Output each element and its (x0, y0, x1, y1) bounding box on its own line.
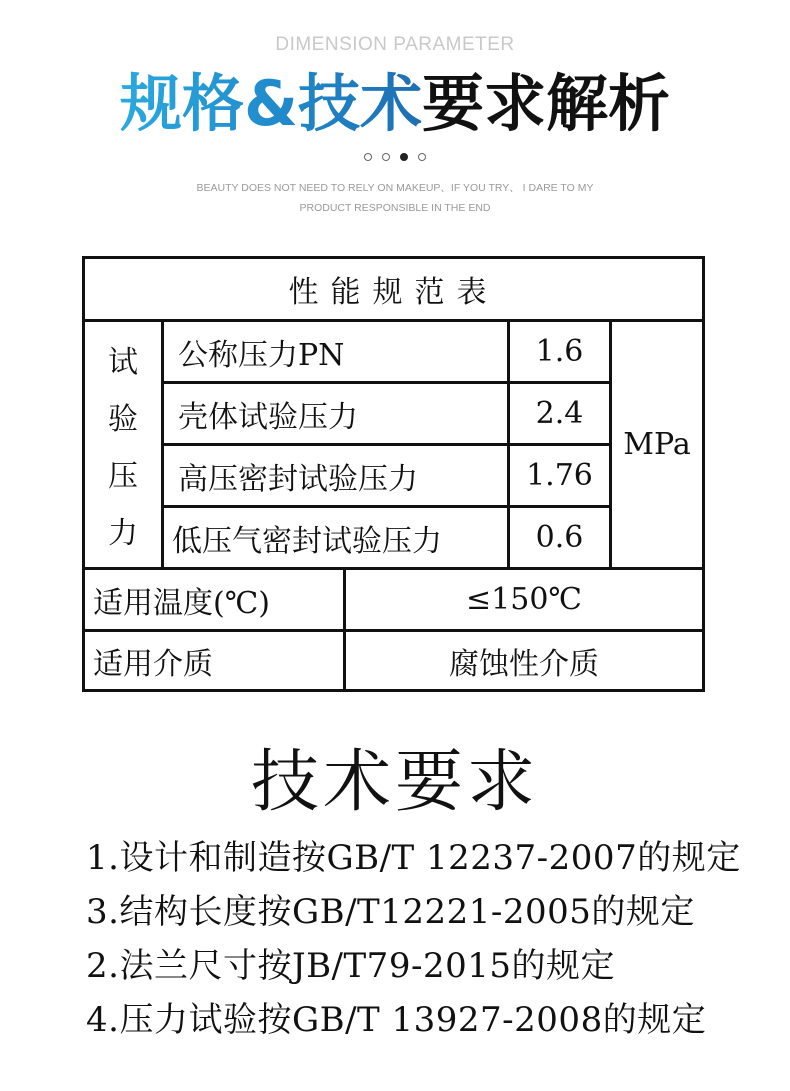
group-label-char: 力 (108, 516, 138, 552)
temperature-value: ≤150℃ (466, 582, 582, 617)
group-label-char: 压 (108, 459, 138, 495)
requirement-item: 1.设计和制造按GB/T 12237-2007的规定 (86, 838, 741, 878)
row-name-shell-test-pressure: 壳体试验压力 (178, 399, 358, 435)
pressure-unit: MPa (623, 427, 691, 462)
row-value-shell-test-pressure: 2.4 (535, 396, 584, 431)
page-title-rest: 要求解析 (422, 67, 671, 140)
table-title: 性能规范表 (288, 275, 499, 310)
row-value-low-pressure-air-seal: 0.6 (535, 520, 584, 555)
medium-value: 腐蚀性介质 (449, 646, 599, 682)
pager-dot (382, 153, 390, 161)
row-value-nominal-pressure: 1.6 (535, 334, 584, 369)
tagline-line-1: BEAUTY DOES NOT NEED TO RELY ON MAKEUP、IF YOU TRY、 I DARE TO MY (196, 182, 594, 194)
requirement-item: 2.法兰尺寸按JB/T79-2015的规定 (86, 946, 615, 986)
page-title-highlight: 规格&技术 (119, 67, 423, 140)
requirement-item: 3.结构长度按GB/T12221-2005的规定 (86, 892, 695, 932)
row-name-low-pressure-air-seal: 低压气密封试验压力 (172, 523, 442, 559)
section-eyebrow: DIMENSION PARAMETER (275, 34, 515, 55)
medium-label: 适用介质 (93, 646, 213, 682)
tagline-line-2: PRODUCT RESPONSIBLE IN THE END (299, 202, 491, 214)
row-value-high-pressure-seal: 1.76 (526, 458, 593, 493)
tagline (180, 178, 610, 218)
pager-dots (0, 153, 790, 161)
group-label-char: 验 (108, 401, 138, 437)
page-title (0, 66, 790, 142)
pager-dot-active (400, 153, 408, 161)
requirement-item: 4.压力试验按GB/T 13927-2008的规定 (86, 1000, 707, 1040)
test-pressure-group-label (85, 322, 161, 567)
pager-dot (418, 153, 426, 161)
requirements-title: 技术要求 (250, 743, 539, 822)
row-name-high-pressure-seal: 高压密封试验压力 (178, 461, 418, 497)
performance-spec-table (82, 256, 705, 692)
pager-dot (364, 153, 372, 161)
row-name-nominal-pressure: 公称压力PN (178, 337, 345, 373)
temperature-label: 适用温度(℃) (93, 585, 270, 621)
group-label-char: 试 (108, 344, 138, 380)
